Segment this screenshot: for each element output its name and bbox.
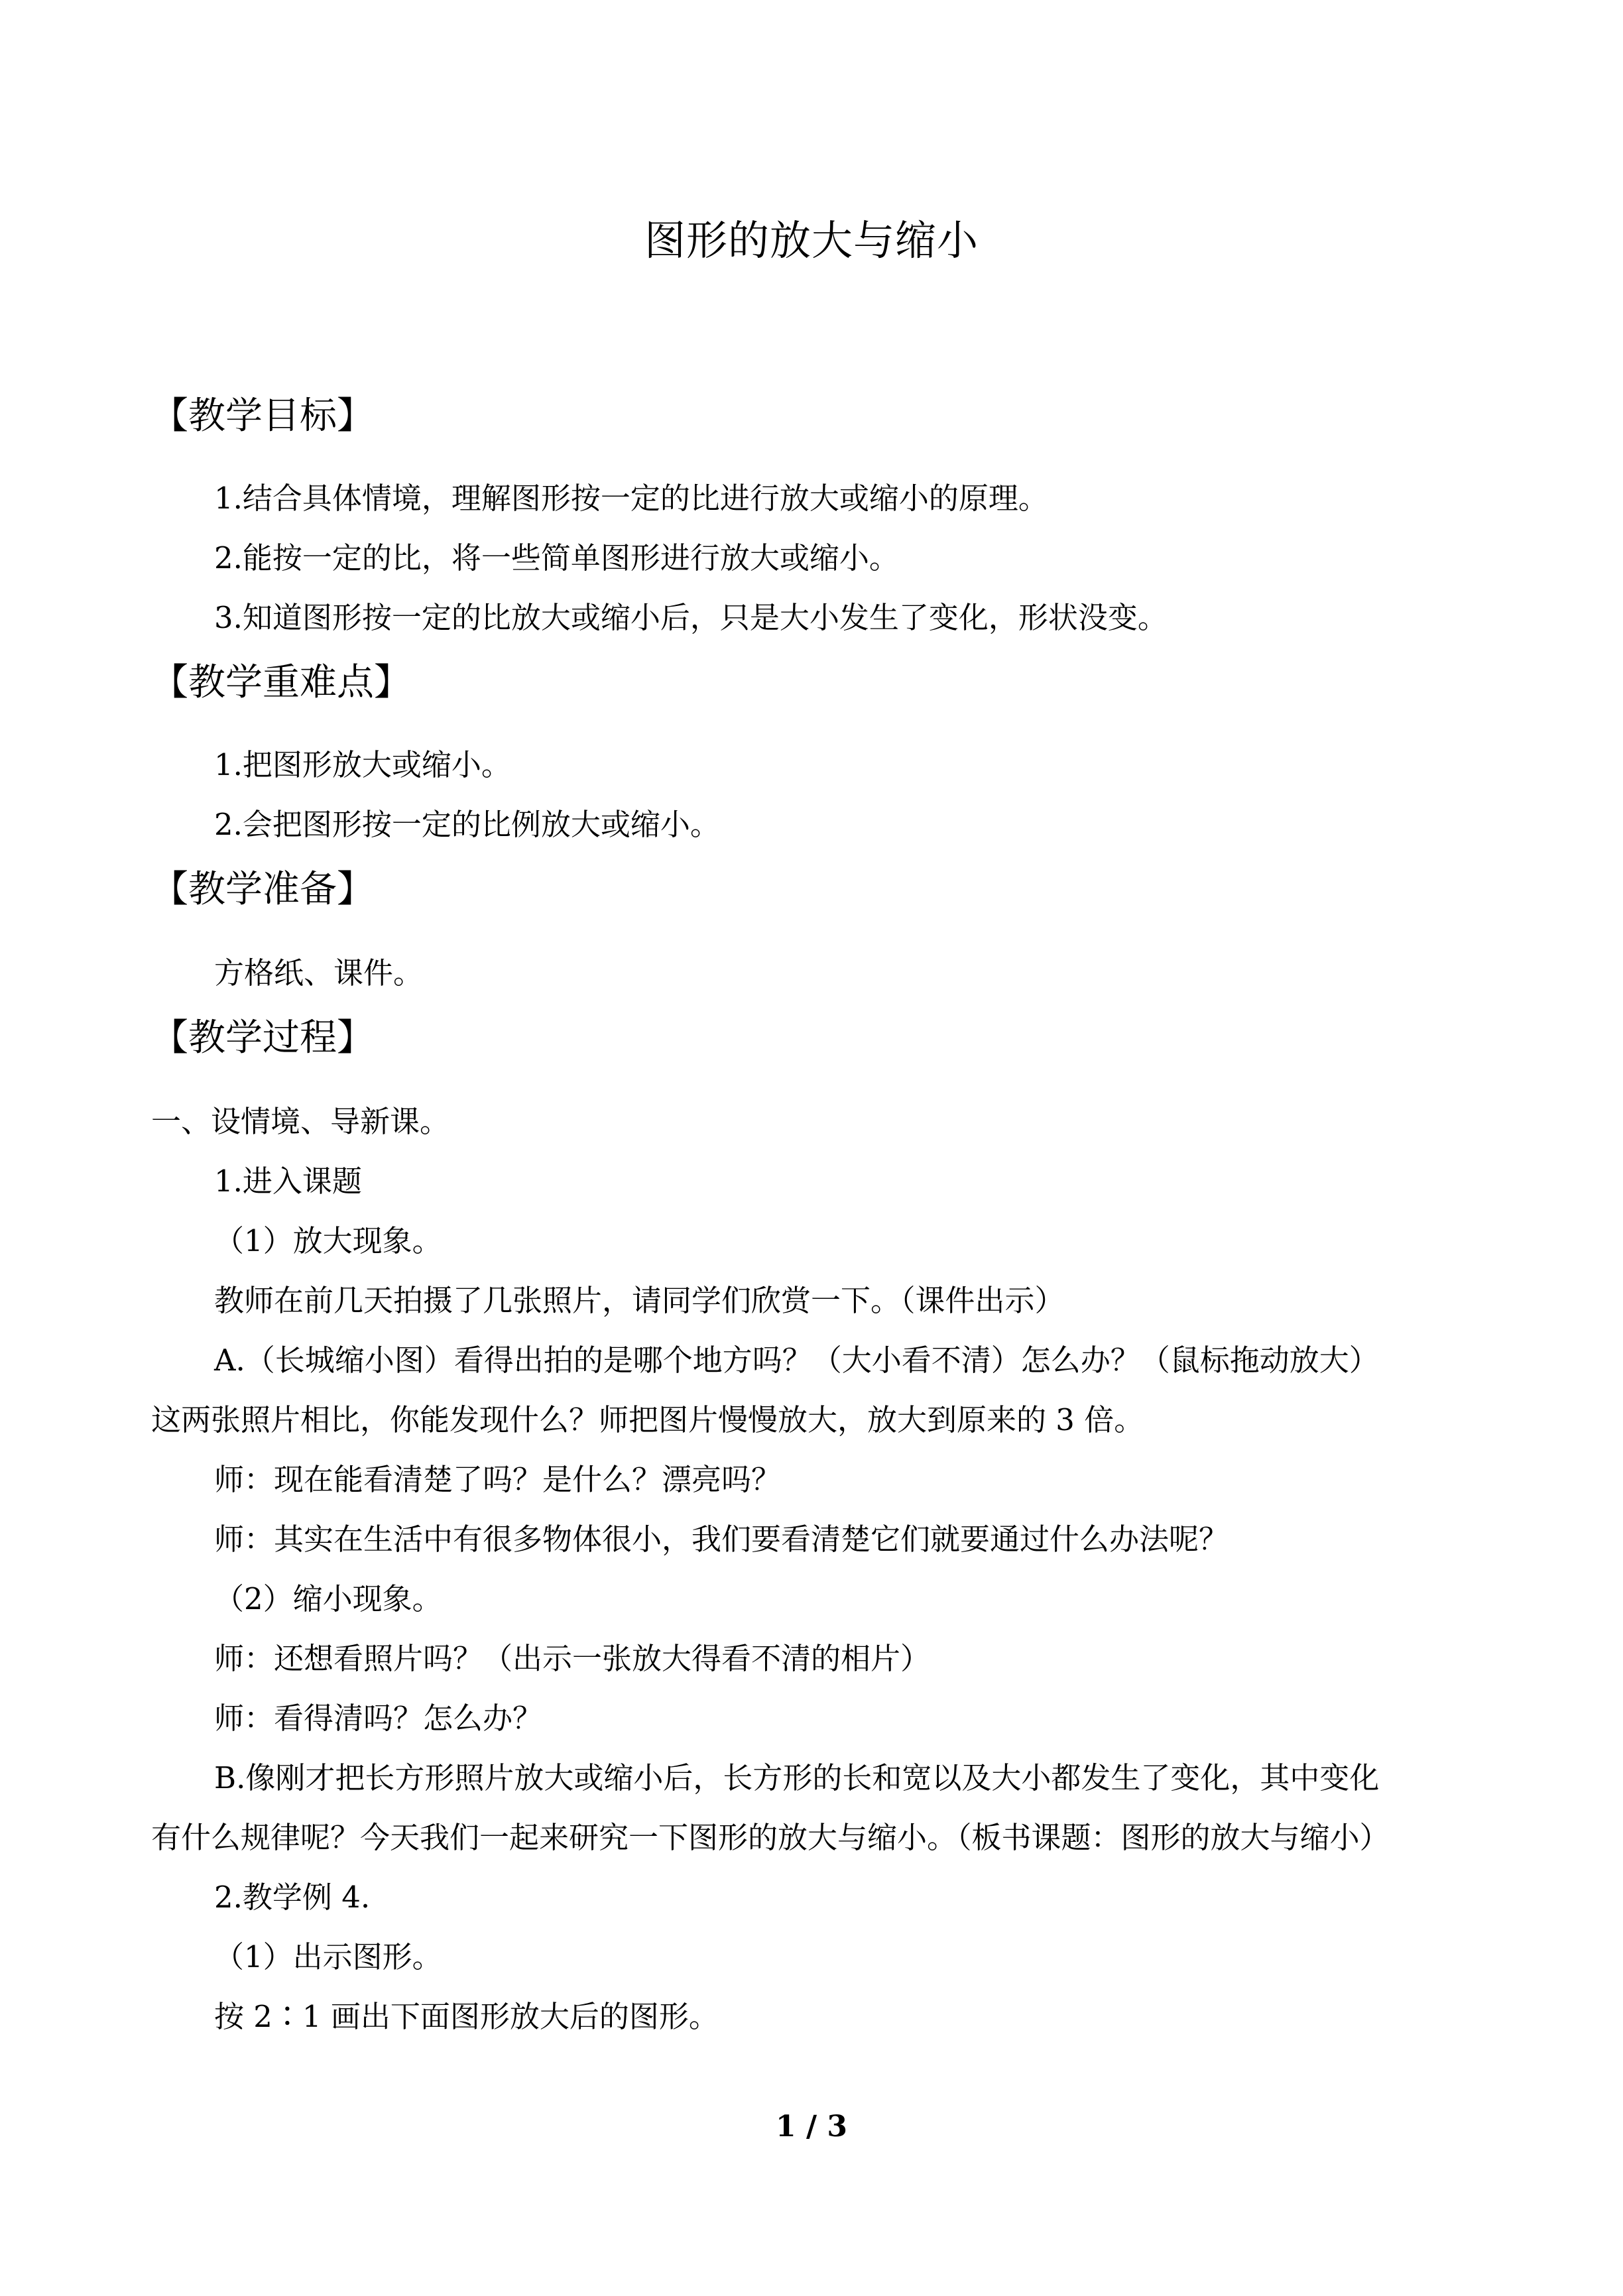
process-step-1: 1.进入课题 [214, 1164, 362, 1199]
teacher-line-1: 师：现在能看清楚了吗？是什么？漂亮吗？ [214, 1462, 782, 1497]
process-paragraph-b-line-2: 有什么规律呢？今天我们一起来研究一下图形的放大与缩小。（板书课题：图形的放大与缩小） [151, 1820, 1390, 1855]
process-paragraph-b-line-1: B.像刚才把长方形照片放大或缩小后，长方形的长和宽以及大小都发生了变化，其中变化 [214, 1760, 1380, 1795]
process-sub-1: （1）放大现象。 [214, 1223, 442, 1258]
page-number: 1 / 3 [776, 2110, 847, 2144]
process-sub-2: （2）缩小现象。 [214, 1581, 442, 1616]
process-part-1: 一、设情境、导新课。 [151, 1104, 450, 1139]
process-heading: 【教学过程】 [151, 1016, 374, 1059]
teacher-line-3: 师：还想看照片吗？（出示一张放大得看不清的相片） [214, 1641, 931, 1676]
teacher-line-2: 师：其实在生活中有很多物体很小，我们要看清楚它们就要通过什么办法呢？ [214, 1522, 1229, 1557]
process-step-2: 2.教学例 4. [214, 1880, 371, 1915]
objective-item-3: 3.知道图形按一定的比放大或缩小后，只是大小发生了变化，形状没变。 [214, 600, 1168, 635]
key-point-item-2: 2.会把图形按一定的比例放大或缩小。 [214, 807, 720, 842]
key-points-heading: 【教学重难点】 [151, 661, 411, 704]
process-paragraph-a-line-2: 这两张照片相比，你能发现什么？师把图片慢慢放大，放大到原来的 3 倍。 [151, 1402, 1144, 1437]
preparation-heading: 【教学准备】 [151, 868, 374, 911]
teacher-line-4: 师：看得清吗？怎么办？ [214, 1701, 543, 1736]
objectives-heading: 【教学目标】 [151, 394, 374, 438]
process-sub-3: （1）出示图形。 [214, 1939, 442, 1974]
preparation-text: 方格纸、课件。 [214, 955, 424, 991]
document-title: 图形的放大与缩小 [644, 216, 979, 265]
objective-item-1: 1.结合具体情境，理解图形按一定的比进行放大或缩小的原理。 [214, 481, 1048, 516]
process-last-paragraph: 按 2∶1 画出下面图形放大后的图形。 [214, 1999, 719, 2034]
objective-item-2: 2.能按一定的比，将一些简单图形进行放大或缩小。 [214, 540, 899, 575]
process-paragraph-1: 教师在前几天拍摄了几张照片，请同学们欣赏一下。（课件出示） [214, 1283, 1065, 1318]
process-paragraph-a-line-1: A.（长城缩小图）看得出拍的是哪个地方吗？（大小看不清）怎么办？（鼠标拖动放大） [214, 1343, 1379, 1378]
key-point-item-1: 1.把图形放大或缩小。 [214, 747, 511, 782]
